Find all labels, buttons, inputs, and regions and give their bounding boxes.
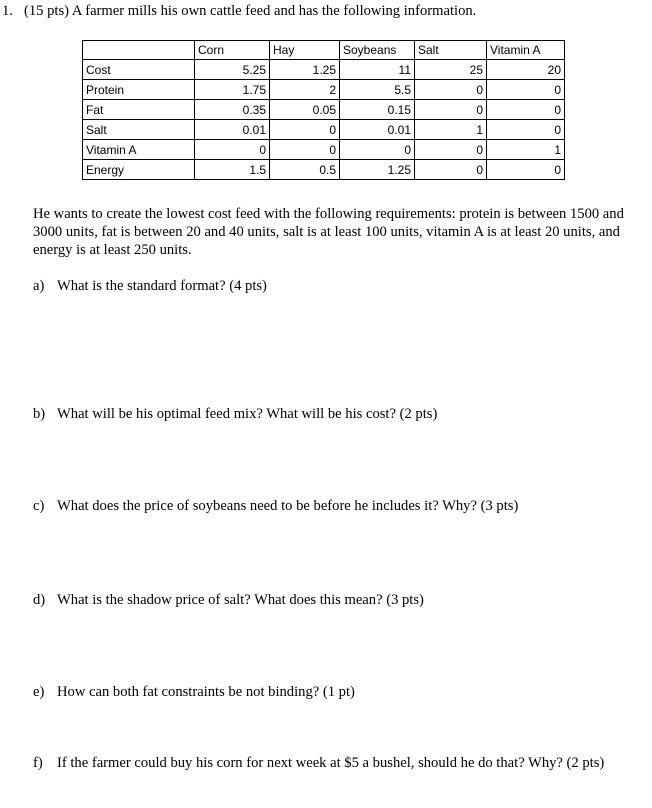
problem-number: 1. [2,3,13,19]
table-row [83,100,565,120]
row-label: Fat [83,100,195,120]
question-text: What does the price of soybeans need to be before he includes it? Why? (3 pts) [57,498,519,514]
question-label: e) [33,684,45,700]
table-cell: 0.35 [195,100,270,120]
table-header-row [83,41,565,60]
row-label: Energy [83,160,195,180]
table-cell: 0 [487,160,565,180]
table-cell: 0 [340,140,415,160]
table-header-cell [83,41,195,60]
table-cell: 1 [415,120,487,140]
table-cell: 1.25 [340,160,415,180]
question-f [33,754,633,772]
question-text: What is the shadow price of salt? What does this mean? (3 pts) [57,592,424,608]
question-text: What is the standard format? (4 pts) [57,278,267,294]
row-label: Protein [83,80,195,100]
question-label: b) [33,406,46,422]
table-row [83,160,565,180]
table-cell: 1 [487,140,565,160]
table-header-cell: Salt [415,41,487,60]
table-cell: 0 [487,80,565,100]
question-text: How can both fat constraints be not binding? (1 pt) [57,684,355,700]
table-cell: 5.25 [195,60,270,80]
table-cell: 0.05 [270,100,340,120]
table-cell: 1.5 [195,160,270,180]
table-cell: 1.75 [195,80,270,100]
question-label: a) [33,278,45,294]
table-cell: 0 [415,160,487,180]
row-label: Salt [83,120,195,140]
table-cell: 1.25 [270,60,340,80]
table-header-cell: Vitamin A [487,41,565,60]
table-row [83,60,565,80]
question-label: f) [33,755,43,771]
table-cell: 0 [270,120,340,140]
question-a [33,277,633,295]
table-cell: 20 [487,60,565,80]
question-d [33,591,633,609]
table-header-cell: Hay [270,41,340,60]
table-cell: 0 [415,140,487,160]
table-row [83,140,565,160]
row-label: Vitamin A [83,140,195,160]
table-row [83,120,565,140]
table-cell: 0 [487,100,565,120]
feed-info-table [82,40,565,180]
question-c [33,497,633,515]
question-e [33,683,633,701]
table-cell: 0 [195,140,270,160]
table-cell: 11 [340,60,415,80]
table-row [83,80,565,100]
problem-heading [2,2,476,20]
question-b [33,405,633,423]
question-text: If the farmer could buy his corn for next week at $5 a bushel, should he do that? Why? (2 pts) [57,755,605,771]
table-cell: 0 [270,140,340,160]
table-cell: 0 [487,120,565,140]
problem-text: (15 pts) A farmer mills his own cattle feed and has the following information. [24,3,477,19]
table-header-cell: Corn [195,41,270,60]
table-cell: 0.15 [340,100,415,120]
table-cell: 5.5 [340,80,415,100]
table-cell: 0 [415,100,487,120]
question-label: d) [33,592,46,608]
table-cell: 0.5 [270,160,340,180]
question-label: c) [33,498,45,514]
question-text: What will be his optimal feed mix? What will be his cost? (2 pts) [57,406,438,422]
table-cell: 0 [415,80,487,100]
table-cell: 25 [415,60,487,80]
table-cell: 0.01 [195,120,270,140]
table-cell: 2 [270,80,340,100]
row-label: Cost [83,60,195,80]
requirements-paragraph: He wants to create the lowest cost feed with the following requirements: protein is between 1500 and 3000 units, fat is between 20 and 40 units, salt is at least 100 units, vitamin A is at least 20 units, and energy is at least 250 units. [33,206,624,258]
table-header-cell: Soybeans [340,41,415,60]
table-cell: 0.01 [340,120,415,140]
